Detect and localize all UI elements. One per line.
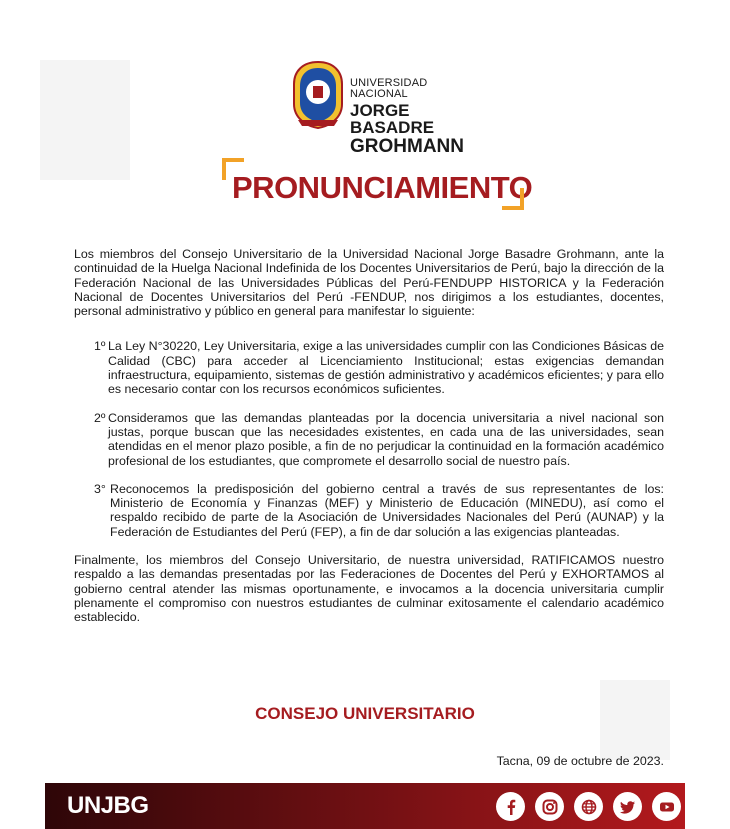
university-seal-icon (290, 60, 346, 130)
university-name-line1: UNIVERSIDAD NACIONAL (350, 77, 428, 100)
list-item (74, 411, 664, 468)
facebook-icon[interactable] (496, 792, 525, 821)
twitter-icon[interactable] (613, 792, 642, 821)
list-item (74, 482, 664, 539)
background-decoration (40, 60, 130, 180)
footer-brand: UNJBG (67, 792, 149, 819)
item-number: 2º (94, 410, 106, 425)
item-number: 1º (94, 339, 106, 354)
university-logo (290, 60, 470, 157)
title-block (222, 158, 533, 210)
document-body (74, 247, 664, 625)
page-title: PRONUNCIAMIENTO (232, 170, 533, 205)
instagram-icon[interactable] (535, 792, 564, 821)
item-text: Consideramos que las demandas planteadas por la docencia universitaria a nivel nacional son justas, porque buscan que las necesidades existentes, en cada una de las universidades, sean atendidas en el menor plazo posible, a fin de no perjudicar la continuidad en la formación académico profesional de los estudiantes, que compromete el desarrollo social de nuestro país. (108, 410, 664, 468)
footer-bar (45, 783, 685, 829)
university-name-line3: GROHMANN (350, 136, 464, 157)
youtube-icon[interactable] (652, 792, 681, 821)
intro-paragraph: Los miembros del Consejo Universitario de la Universidad Nacional Jorge Basadre Grohmann, ante la continuidad de la Huelga Nacional Indefinida de los Docentes Universitarios de Perú, bajo la dirección de la Federación Nacional de las Universidades Públicas del Perú-FENDUPP HISTORICA y la Federación Nacional de Docentes Universitarios del Perú -FENDUP, nos dirigimos a los estudiantes, docentes, personal administrativo y público en general para manifestar lo siguiente: (74, 247, 664, 319)
university-name (350, 78, 470, 156)
item-text: La Ley N°30220, Ley Universitaria, exige a las universidades cumplir con las Condiciones Básicas de Calidad (CBC) para acceder al Licenciamiento Institucional; estas exigencias demandan infraestructura, equipamiento, sistemas de gestión administrativo y académicos eficientes; y para ello es necesario contar con los recursos económicos suficientes. (108, 339, 664, 397)
web-icon[interactable] (574, 792, 603, 821)
signature: CONSEJO UNIVERSITARIO (255, 704, 475, 723)
list-item (74, 339, 664, 396)
date-line: Tacna, 09 de octubre de 2023. (496, 754, 664, 768)
closing-paragraph: Finalmente, los miembros del Consejo Universitario, de nuestra universidad, RATIFICAMOS nuestro respaldo a las demandas presentadas por las Federaciones de Docentes del Perú y EXHORTAMOS al gobierno central atender las mismas oportunamente, e invocamos a la docencia universitaria cumplir plenamente el compromiso con nuestros estudiantes de culminar exitosamente el calendario académico establecido. (74, 553, 664, 625)
item-text: Reconocemos la predisposición del gobierno central a través de sus representantes de los: Ministerio de Economía y Finanzas (MEF) y Ministerio de Educación (MINEDU), así como el respaldo recibido de parte de la Asociación de Universidades Nacionales del Perú (AUNAP) y la Federación de Estudiantes del Perú (FEP), a fin de dar solución a las exigencias planteadas. (110, 481, 664, 539)
corner-bracket-bottom-right (502, 188, 524, 210)
university-name-line2: JORGE BASADRE (350, 101, 435, 137)
item-number: 3° (94, 481, 106, 496)
